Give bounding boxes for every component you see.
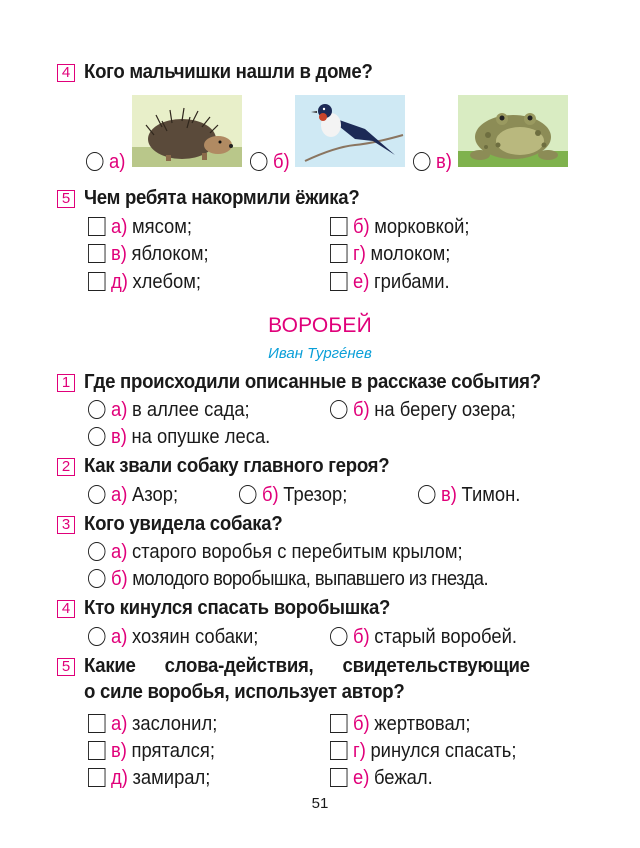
option-c[interactable]: в) яблоком; bbox=[88, 242, 209, 268]
story-author: Иван Тургéнев bbox=[268, 345, 372, 362]
question-text-line2: о силе воробья, использует автор? bbox=[84, 681, 405, 703]
radio-button[interactable] bbox=[330, 627, 347, 646]
checkbox[interactable] bbox=[88, 272, 105, 291]
question-number: 1 bbox=[57, 374, 75, 392]
question-number: 5 bbox=[57, 658, 75, 676]
option-b-swallow[interactable]: б) bbox=[250, 150, 294, 176]
option-a[interactable]: а) в аллее сада; bbox=[88, 398, 250, 424]
checkbox[interactable] bbox=[88, 714, 105, 733]
swallow-picture bbox=[295, 95, 405, 167]
option-a[interactable]: а) заслонил; bbox=[88, 712, 217, 738]
option-c[interactable]: в) прятался; bbox=[88, 739, 215, 765]
option-c[interactable]: в) на опушке леса. bbox=[88, 425, 270, 451]
radio-button[interactable] bbox=[88, 400, 105, 419]
radio-button[interactable] bbox=[250, 152, 267, 171]
checkbox[interactable] bbox=[330, 244, 347, 263]
toad-picture bbox=[458, 95, 568, 167]
checkbox[interactable] bbox=[88, 217, 105, 236]
radio-button[interactable] bbox=[88, 427, 105, 446]
page-number: 51 bbox=[311, 795, 329, 812]
checkbox[interactable] bbox=[330, 217, 347, 236]
radio-button[interactable] bbox=[86, 152, 103, 171]
option-c[interactable]: в) Тимон. bbox=[418, 483, 520, 509]
question-text: Как звали собаку главного героя? bbox=[84, 455, 390, 477]
option-d[interactable]: г) ринулся спасать; bbox=[330, 739, 516, 765]
radio-button[interactable] bbox=[88, 542, 105, 561]
checkbox[interactable] bbox=[330, 741, 347, 760]
option-b[interactable]: б) молодого воробышка, выпавшего из гнезда. bbox=[88, 567, 488, 593]
checkbox[interactable] bbox=[330, 768, 347, 787]
radio-button[interactable] bbox=[330, 400, 347, 419]
option-a[interactable]: а) хозяин собаки; bbox=[88, 625, 258, 651]
question-text: Чем ребята накормили ёжика? bbox=[84, 187, 360, 209]
option-b[interactable]: б) Трезор; bbox=[239, 483, 347, 509]
option-b[interactable]: б) старый воробей. bbox=[330, 625, 517, 651]
radio-button[interactable] bbox=[413, 152, 430, 171]
question-number: 4 bbox=[57, 600, 75, 618]
option-d[interactable]: г) молоком; bbox=[330, 242, 450, 268]
question-text: Кого увидела собака? bbox=[84, 513, 283, 535]
option-f[interactable]: е) грибами. bbox=[330, 270, 450, 296]
option-a[interactable]: а) старого воробья с перебитым крылом; bbox=[88, 540, 463, 566]
question-text: Кто кинулся спасать воробышка? bbox=[84, 597, 391, 619]
radio-button[interactable] bbox=[88, 627, 105, 646]
option-f[interactable]: е) бежал. bbox=[330, 766, 433, 792]
option-b[interactable]: б) морковкой; bbox=[330, 215, 470, 241]
story-title: ВОРОБЕЙ bbox=[268, 314, 372, 337]
radio-button[interactable] bbox=[418, 485, 435, 504]
radio-button[interactable] bbox=[239, 485, 256, 504]
option-a[interactable]: а) мясом; bbox=[88, 215, 192, 241]
checkbox[interactable] bbox=[330, 272, 347, 291]
option-a-hedgehog[interactable]: а) bbox=[86, 150, 130, 176]
question-number: 4 bbox=[57, 64, 75, 82]
option-b[interactable]: б) на берегу озера; bbox=[330, 398, 516, 424]
option-e[interactable]: д) замирал; bbox=[88, 766, 210, 792]
question-text-line1: Какие слова-действия, свидетельствующие bbox=[84, 655, 530, 677]
checkbox[interactable] bbox=[88, 768, 105, 787]
option-c-toad[interactable]: в) bbox=[413, 150, 457, 176]
question-number: 5 bbox=[57, 190, 75, 208]
checkbox[interactable] bbox=[88, 244, 105, 263]
option-a[interactable]: а) Азор; bbox=[88, 483, 178, 509]
option-e[interactable]: д) хлебом; bbox=[88, 270, 201, 296]
question-text: Кого мальчишки нашли в доме? bbox=[84, 61, 373, 83]
checkbox[interactable] bbox=[330, 714, 347, 733]
option-b[interactable]: б) жертвовал; bbox=[330, 712, 471, 738]
question-number: 2 bbox=[57, 458, 75, 476]
hedgehog-picture bbox=[132, 95, 242, 167]
radio-button[interactable] bbox=[88, 485, 105, 504]
radio-button[interactable] bbox=[88, 569, 105, 588]
question-number: 3 bbox=[57, 516, 75, 534]
question-text: Где происходили описанные в рассказе события? bbox=[84, 371, 541, 393]
checkbox[interactable] bbox=[88, 741, 105, 760]
